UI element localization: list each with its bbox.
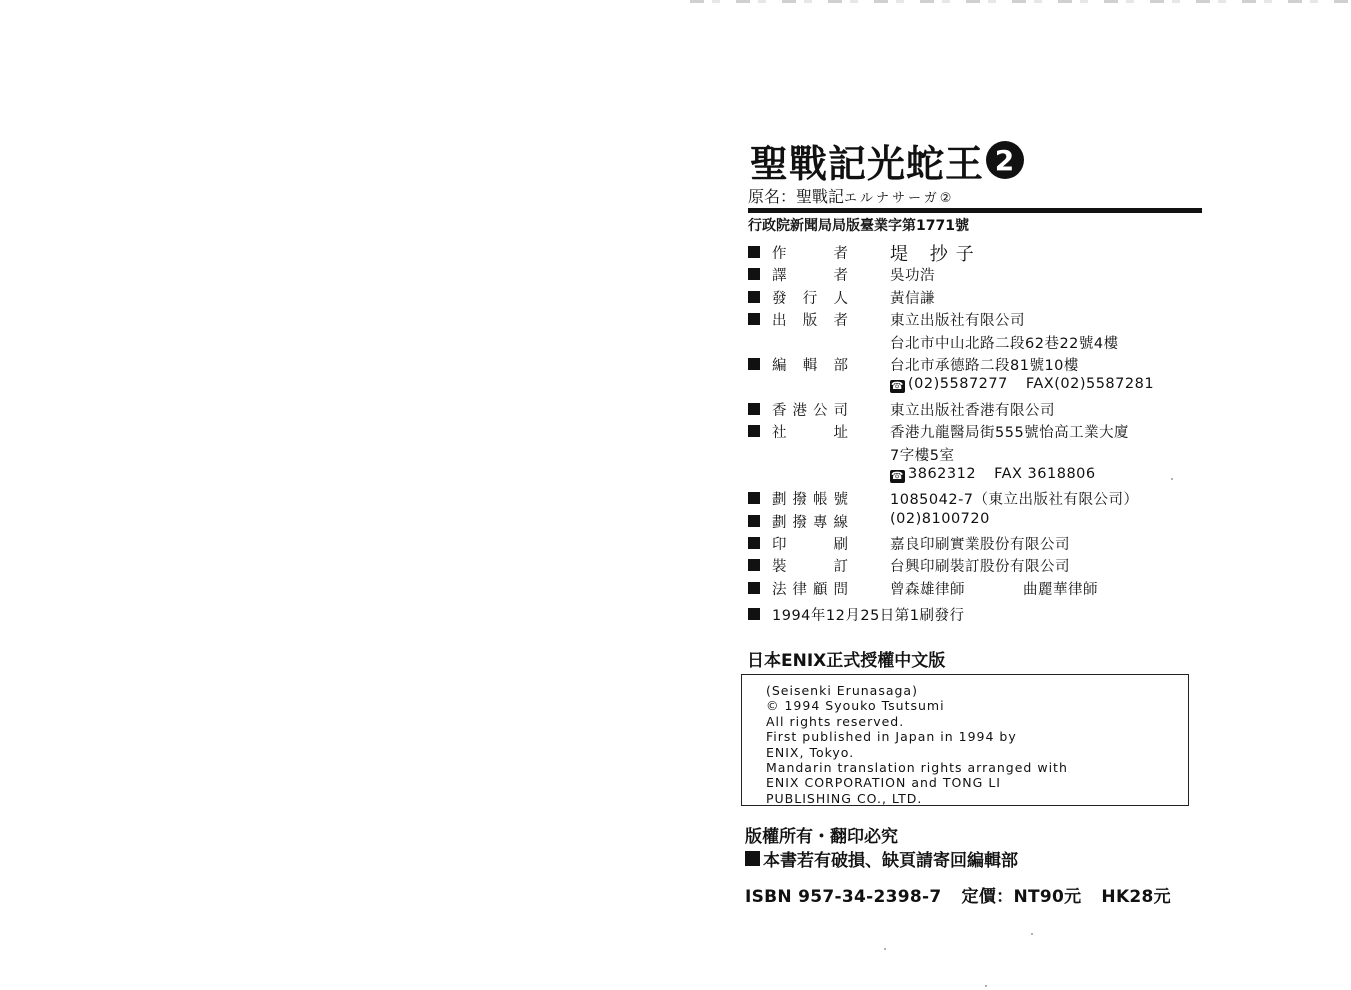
imprint-value [890,578,1098,599]
square-bullet-icon [748,582,760,594]
imprint-value-text: 黃信謙 [890,290,935,307]
imprint-value [890,332,1119,353]
imprint-value-text: 7字樓5室 [890,447,955,464]
imprint-row [748,398,1208,420]
imprint-label-char: 劃 [772,514,787,531]
scan-speck [985,985,987,987]
imprint-value [890,376,1154,393]
square-bullet-icon [748,358,760,370]
imprint-row [748,487,1208,509]
imprint-label-char: 號 [833,492,848,509]
rights-line: ENIX CORPORATION and TONG LI [766,775,1001,791]
imprint-label-char: 法 [772,581,787,598]
imprint-label [772,287,848,308]
imprint-label [772,488,848,509]
square-bullet-icon [745,851,760,866]
imprint-label-char: 者 [833,268,848,285]
print-date-row [748,603,1208,625]
imprint-label-char: 撥 [792,514,807,531]
imprint-label-char: 譯 [772,268,787,285]
imprint-label-char: 撥 [792,492,807,509]
imprint-label-char: 人 [833,290,848,307]
imprint-label-char: 律 [792,581,807,598]
imprint-value [890,488,1139,509]
imprint-row [748,420,1208,442]
imprint-label-char: 版 [802,313,818,330]
imprint-row [748,375,1208,397]
imprint-label-char: 作 [772,246,787,262]
imprint-label-char: 址 [833,425,848,442]
imprint-value-text: 堤 抄子 [890,244,982,265]
square-bullet-icon [748,246,760,258]
square-bullet-icon [748,608,760,620]
imprint-label [772,555,848,576]
imprint-value-text: 香港九龍醫局街555號怡高工業大廈 [890,425,1130,442]
square-bullet-icon [748,492,760,504]
price-nt: NT90元 [1013,887,1082,907]
copyright-notice: 版權所有・翻印必究 [745,827,898,847]
imprint-value-text-2: 曲麗華律師 [1023,581,1098,598]
square-bullet-icon [748,403,760,415]
imprint-label [772,511,848,532]
imprint-label-char: 印 [772,537,787,554]
imprint-label-char: 訂 [833,559,848,576]
imprint-value-text: 台北市承德路二段81號10樓 [890,357,1079,374]
imprint-label-char: 發 [772,290,787,307]
telephone-icon: ☎ [891,470,904,482]
imprint-row [748,577,1208,599]
imprint-label-char: 問 [833,581,848,598]
imprint-value [890,240,982,266]
imprint-label [772,264,848,285]
imprint-row [748,510,1208,532]
imprint-value [890,466,1096,483]
square-bullet-icon [748,537,760,549]
license-number: 行政院新聞局局版臺業字第1771號 [748,218,969,234]
original-title [748,184,954,207]
imprint-label-char: 香 [772,402,787,419]
imprint-label-char: 帳 [813,492,828,509]
imprint-label [772,354,848,375]
imprint-row [748,308,1208,330]
imprint-label-char: 出 [772,313,787,330]
imprint-value [890,511,990,527]
imprint-label-char: 編 [772,357,787,374]
imprint-value-text: 台北市中山北路二段62巷22號4樓 [890,335,1119,352]
imprint-label-char: 顧 [813,581,828,598]
imprint-row [748,465,1208,487]
imprint-value-text: 東立出版社香港有限公司 [890,402,1055,419]
scan-speck [884,948,886,950]
imprint-label [772,578,848,599]
imprint-label-char: 公 [813,402,828,419]
imprint-label [772,242,848,263]
imprint-label [772,533,848,554]
imprint-value [890,287,935,308]
fax-number: FAX 3618806 [994,465,1096,482]
imprint-label [772,421,848,442]
imprint-value-text: 吳功浩 [890,268,935,285]
imprint-value [890,309,1025,330]
return-notice [745,846,1018,871]
phone-number: (02)5587277 [908,376,1008,393]
imprint-value-text: 東立出版社有限公司 [890,313,1025,330]
rights-line: (Seisenki Erunasaga) [766,683,918,698]
rights-line: ENIX, Tokyo. [766,744,855,760]
rights-line: © 1994 Syouko Tsutsumi [766,698,945,714]
imprint-row [748,443,1208,465]
imprint-label [772,309,848,330]
square-bullet-icon [748,268,760,280]
imprint-entries [748,241,1208,626]
rights-line: Mandarin translation rights arranged with [766,760,1068,776]
imprint-value [890,533,1070,554]
volume-badge: 2 [986,141,1024,179]
imprint-label-char: 裝 [772,559,787,576]
price-hk: HK28元 [1101,887,1171,907]
imprint-label-char: 部 [833,357,848,374]
imprint-row [748,241,1208,263]
title-rule [748,208,1202,213]
square-bullet-icon [748,559,760,571]
square-bullet-icon [748,515,760,527]
imprint-label-char: 線 [833,514,848,531]
square-bullet-icon [748,291,760,303]
isbn: ISBN 957-34-2398-7 [745,887,942,907]
imprint-value-text: 曾森雄律師 [890,581,965,598]
telephone-icon: ☎ [891,381,904,393]
rights-line: First published in Japan in 1994 by [766,729,1017,745]
imprint-label-char: 者 [833,313,848,330]
imprint-row [748,353,1208,375]
original-title-label: 原名：聖戰記 [748,187,845,206]
imprint-row [748,286,1208,308]
imprint-label-char: 社 [772,425,787,442]
fax-number: FAX(02)5587281 [1025,376,1155,393]
print-date: 1994年12月25日第1刷發行 [772,608,965,625]
square-bullet-icon [748,425,760,437]
imprint-label-char: 輯 [802,357,818,374]
square-bullet-icon [748,313,760,325]
imprint-value [890,399,1055,420]
imprint-label-char: 者 [833,246,848,262]
imprint-label-char: 專 [813,514,828,531]
imprint-value [890,555,1070,576]
imprint-value-text: 嘉良印刷實業股份有限公司 [890,537,1070,554]
original-title-kana: エルナサーガ② [844,191,955,206]
imprint-value [890,421,1129,442]
rights-line: All rights reserved. [766,713,905,729]
rights-line: PUBLISHING CO., LTD. [766,790,923,806]
scan-speck [1171,478,1173,480]
license-statement: 日本ENIX正式授權中文版 [747,651,946,671]
imprint-row [748,263,1208,285]
scan-speck [1031,933,1033,935]
imprint-label-char: 刷 [833,537,848,554]
isbn-price-line [745,882,1171,907]
imprint-label-char: 行 [802,290,818,307]
imprint-row [748,532,1208,554]
price-label: 定價： [961,887,1014,907]
imprint-label-char: 劃 [772,492,787,509]
imprint-label [772,399,848,420]
imprint-value [890,444,954,465]
book-title-text: 聖戰記光蛇王 [750,141,985,186]
imprint-value-text: 1085042-7（東立出版社有限公司） [890,492,1139,509]
book-title [750,136,1024,184]
imprint-value-text: (02)8100720 [890,510,990,527]
imprint-label-char: 司 [833,402,848,419]
rights-box [741,674,1189,806]
imprint-value [890,354,1079,375]
return-notice-text: 本書若有破損、缺頁請寄回編輯部 [763,851,1018,871]
imprint-value [890,264,935,285]
imprint-row [748,331,1208,353]
phone-number: 3862312 [908,465,977,482]
imprint-row [748,554,1208,576]
imprint-label-char: 港 [792,402,807,419]
imprint-value-text: 台興印刷裝訂股份有限公司 [890,559,1070,576]
scan-edge-noise [690,0,1351,3]
